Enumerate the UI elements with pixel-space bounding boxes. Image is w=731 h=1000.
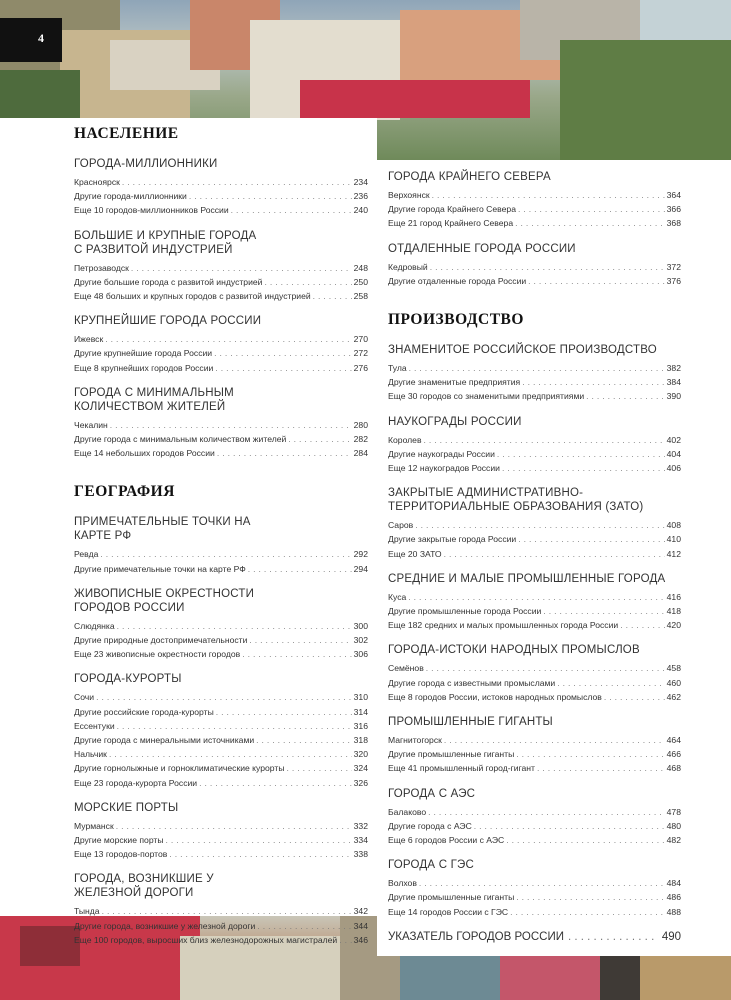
entry-page: 316 — [353, 720, 368, 731]
toc-entry[interactable] — [388, 461, 681, 475]
leader-dots — [287, 761, 352, 775]
entry-name: Другие наукограды России — [388, 448, 495, 459]
entry-name: Еще 182 средних и малых промышленных города России — [388, 620, 619, 631]
toc-entry[interactable] — [74, 847, 368, 861]
leader-dots — [515, 216, 665, 230]
toc-entry[interactable] — [74, 562, 368, 576]
entry-page: 466 — [666, 749, 681, 760]
entry-page: 382 — [666, 363, 681, 374]
leader-dots — [497, 447, 665, 461]
entry-page: 410 — [666, 534, 681, 545]
leader-dots — [516, 890, 664, 904]
leader-dots — [264, 275, 351, 289]
entry-page: 416 — [666, 591, 681, 602]
toc-group — [74, 229, 368, 304]
toc-entry[interactable] — [74, 633, 368, 647]
leader-dots — [522, 375, 664, 389]
group-title: ГОРОДА С ГЭС — [388, 859, 474, 872]
entry-page: 338 — [353, 849, 368, 860]
entry-page: 258 — [353, 291, 368, 302]
entry-name: Другие природные достопримечательности — [74, 635, 248, 646]
entry-page: 248 — [353, 262, 368, 273]
entry-page: 300 — [353, 620, 368, 631]
toc-entry[interactable] — [388, 433, 681, 447]
group-title: ПРОМЫШЛЕННЫЕ ГИГАНТЫ — [388, 716, 553, 729]
group-title: ЗАКРЫТЫЕ АДМИНИСТРАТИВНО-ТЕРРИТОРИАЛЬНЫЕ ОБРАЗОВАНИЯ (ЗАТО) — [388, 487, 644, 514]
leader-dots — [100, 547, 351, 561]
leader-dots — [506, 833, 664, 847]
leader-dots — [105, 332, 351, 346]
toc-entry[interactable] — [74, 332, 368, 346]
group-title: ГОРОДА-КУРОРТЫ — [74, 673, 182, 686]
leader-dots — [131, 261, 352, 275]
leader-dots — [231, 203, 352, 217]
entry-name: Еще 13 городов-портов — [74, 849, 168, 860]
toc-group — [388, 343, 681, 404]
toc-entry[interactable] — [388, 547, 681, 561]
entry-page: 468 — [666, 763, 681, 774]
entry-page: 310 — [353, 692, 368, 703]
leader-dots — [432, 188, 665, 202]
entry-page: 334 — [353, 835, 368, 846]
toc-entry[interactable] — [388, 604, 681, 618]
group-title: СРЕДНИЕ И МАЛЫЕ ПРОМЫШЛЕННЫЕ ГОРОДА — [388, 572, 666, 585]
toc-entry[interactable] — [74, 547, 368, 561]
entry-page: 480 — [666, 820, 681, 831]
leader-dots — [96, 690, 352, 704]
toc-entry[interactable] — [74, 833, 368, 847]
entry-page: 484 — [666, 878, 681, 889]
group-title: ЖИВОПИСНЫЕ ОКРЕСТНОСТИ ГОРОДОВ РОССИИ — [74, 587, 255, 614]
toc-group — [74, 672, 368, 789]
entry-page: 464 — [666, 735, 681, 746]
entry-page: 412 — [666, 548, 681, 559]
leader-dots — [116, 819, 352, 833]
entry-name: Другие закрытые города России — [388, 534, 517, 545]
entry-page: 418 — [666, 606, 681, 617]
entry-name: Еще 12 наукоградов России — [388, 463, 500, 474]
leader-dots — [444, 547, 665, 561]
toc-entry[interactable] — [74, 275, 368, 289]
section-title: ПРОИЗВОДСТВО — [388, 311, 524, 329]
left-column — [74, 124, 368, 947]
toc-entry[interactable] — [388, 833, 681, 847]
group-title: НАУКОГРАДЫ РОССИИ — [388, 415, 522, 428]
entry-page: 306 — [353, 649, 368, 660]
leader-dots — [428, 805, 665, 819]
toc-group — [388, 715, 681, 776]
entry-name: Еще 48 больших и крупных городов с развитой индустрией — [74, 291, 311, 302]
toc-entry[interactable] — [388, 447, 681, 461]
entry-page: 376 — [666, 275, 681, 286]
toc-entry[interactable] — [74, 189, 368, 203]
entry-name: Другие города-миллионники — [74, 191, 187, 202]
toc-group — [74, 515, 368, 575]
entry-name: Еще 41 промышленный город-гигант — [388, 763, 535, 774]
entry-page: 346 — [353, 934, 368, 945]
entry-page: 366 — [666, 204, 681, 215]
toc-entry[interactable] — [388, 819, 681, 833]
toc-group — [74, 801, 368, 862]
toc-entry[interactable] — [74, 446, 368, 460]
entry-name: Другие промышленные гиганты — [388, 892, 515, 903]
toc-entry[interactable] — [388, 876, 681, 890]
toc-entry[interactable] — [388, 618, 681, 632]
toc-entry[interactable] — [388, 733, 681, 747]
entry-name: Еще 30 городов со знаменитыми предприятиями — [388, 391, 585, 402]
leader-dots — [409, 361, 665, 375]
toc-group — [74, 872, 368, 947]
leader-dots — [586, 389, 665, 403]
entry-page: 294 — [353, 563, 368, 574]
toc-entry[interactable] — [74, 933, 368, 947]
entry-name: Еще 6 городов России с АЭС — [388, 835, 505, 846]
entry-page: 486 — [666, 892, 681, 903]
leader-dots — [199, 776, 352, 790]
entry-name: Другие города, возникшие у железной дороги — [74, 920, 256, 931]
entry-page: 372 — [666, 261, 681, 272]
entry-name: Другие промышленные города России — [388, 606, 542, 617]
toc-entry[interactable] — [388, 375, 681, 389]
leader-dots — [249, 633, 351, 647]
leader-dots — [166, 833, 352, 847]
toc-entry[interactable] — [74, 432, 368, 446]
leader-dots — [474, 819, 665, 833]
toc-entry[interactable] — [74, 346, 368, 360]
entry-page: 332 — [353, 820, 368, 831]
entry-page: 292 — [353, 549, 368, 560]
entry-page: 314 — [353, 706, 368, 717]
leader-dots — [288, 432, 351, 446]
leader-dots — [537, 761, 665, 775]
entry-page: 344 — [353, 920, 368, 931]
leader-dots — [444, 733, 665, 747]
entry-name: Другие морские порты — [74, 835, 164, 846]
entry-name: Красноярск — [74, 177, 120, 187]
toc-entry[interactable] — [388, 518, 681, 532]
entry-page: 384 — [666, 377, 681, 388]
leader-dots — [557, 676, 664, 690]
toc-entry[interactable] — [74, 690, 368, 704]
entry-name: Другие отдаленные города России — [388, 275, 527, 286]
entry-page: 280 — [353, 419, 368, 430]
toc-group — [388, 643, 681, 704]
toc-entry[interactable] — [74, 361, 368, 375]
leader-dots — [510, 905, 665, 919]
toc-group — [388, 858, 681, 919]
leader-dots — [215, 361, 351, 375]
entry-page: 368 — [666, 218, 681, 229]
entry-page: 234 — [353, 177, 368, 187]
toc-entry[interactable] — [74, 719, 368, 733]
entry-name: Другие российские города-курорты — [74, 706, 214, 717]
leader-dots — [620, 618, 664, 632]
toc-group — [74, 587, 368, 662]
entry-page: 420 — [666, 620, 681, 631]
entry-name: Волхов — [388, 878, 417, 889]
group-title: КРУПНЕЙШИЕ ГОРОДА РОССИИ — [74, 315, 262, 328]
toc-entry[interactable] — [388, 590, 681, 604]
entry-page: 404 — [666, 448, 681, 459]
toc-entry[interactable] — [388, 761, 681, 775]
toc-group — [388, 415, 681, 476]
toc-entry[interactable] — [74, 733, 368, 747]
entry-name: Тула — [388, 363, 407, 374]
group-title: МОРСКИЕ ПОРТЫ — [74, 801, 179, 814]
entry-page: 276 — [353, 362, 368, 373]
entry-name: Еще 8 крупнейших городов России — [74, 362, 214, 373]
group-title: ПРИМЕЧАТЕЛЬНЫЕ ТОЧКИ НА КАРТЕ РФ — [74, 516, 251, 543]
group-title: ГОРОДА С МИНИМАЛЬНЫМ КОЛИЧЕСТВОМ ЖИТЕЛЕЙ — [74, 386, 234, 413]
entry-page: 390 — [666, 391, 681, 402]
leader-dots — [518, 532, 664, 546]
entry-name: Другие города с известными промыслами — [388, 677, 556, 688]
entry-name: Другие города с минеральными источниками — [74, 735, 255, 746]
entry-name: Другие крупнейшие города России — [74, 348, 213, 359]
leader-dots — [109, 747, 352, 761]
entry-page: 364 — [666, 190, 681, 200]
toc-entry[interactable] — [74, 647, 368, 661]
entry-page: 460 — [666, 677, 681, 688]
leader-dots — [419, 876, 665, 890]
entry-page: 240 — [353, 205, 368, 216]
toc-entry[interactable] — [388, 389, 681, 403]
entry-page: 462 — [666, 691, 681, 702]
toc-group — [74, 314, 368, 375]
entry-name: Петрозаводск — [74, 262, 129, 273]
section-title: ГЕОГРАФИЯ — [74, 483, 175, 501]
entry-name: Ревда — [74, 549, 99, 560]
entry-page: 488 — [666, 906, 681, 917]
city-index-link[interactable] — [388, 931, 681, 943]
entry-page: 270 — [353, 334, 368, 345]
entry-name: Другие примечательные точки на карте РФ — [74, 563, 246, 574]
leader-dots — [604, 690, 665, 704]
toc-group — [388, 170, 681, 231]
entry-name: Другие большие города с развитой индустрией — [74, 276, 263, 287]
entry-name: Еще 23 живописные окрестности городов — [74, 649, 241, 660]
entry-name: Ессентуки — [74, 720, 115, 731]
entry-name: Нальчик — [74, 749, 107, 760]
entry-name: Королев — [388, 434, 422, 445]
entry-name: Другие города Крайнего Севера — [388, 204, 516, 215]
toc-entry[interactable] — [388, 274, 681, 288]
entry-name: Кедровый — [388, 261, 428, 272]
leader-dots — [256, 733, 352, 747]
section-title: НАСЕЛЕНИЕ — [74, 125, 179, 142]
entry-page: 458 — [666, 663, 681, 674]
toc-entry[interactable] — [74, 261, 368, 275]
entry-page: 284 — [353, 448, 368, 459]
entry-name: Чекалин — [74, 419, 108, 430]
toc-entry[interactable] — [74, 203, 368, 217]
entry-page: 324 — [353, 763, 368, 774]
entry-name: Сочи — [74, 692, 95, 703]
entry-name: Еще 23 города-курорта России — [74, 777, 198, 788]
group-title: ОТДАЛЕННЫЕ ГОРОДА РОССИИ — [388, 242, 576, 255]
leader-dots — [217, 446, 352, 460]
index-page: 490 — [661, 930, 681, 943]
entry-name: Куса — [388, 591, 407, 602]
index-label: УКАЗАТЕЛЬ ГОРОДОВ РОССИИ — [388, 930, 564, 943]
toc-entry[interactable] — [74, 289, 368, 303]
right-column — [388, 166, 681, 943]
page-number: 4 — [38, 31, 44, 45]
toc-entry[interactable] — [388, 216, 681, 230]
leader-dots — [117, 719, 352, 733]
page-number-box — [0, 18, 62, 62]
entry-name: Еще 14 городов России с ГЭС — [388, 906, 509, 917]
leader-dots — [426, 661, 665, 675]
toc-entry[interactable] — [74, 819, 368, 833]
entry-page: 250 — [353, 276, 368, 287]
group-title: ЗНАМЕНИТОЕ РОССИЙСКОЕ ПРОИЗВОДСТВО — [388, 344, 657, 357]
group-title: ГОРОДА-ИСТОКИ НАРОДНЫХ ПРОМЫСЛОВ — [388, 644, 640, 657]
group-title: ГОРОДА С АЭС — [388, 787, 476, 800]
toc-entry[interactable] — [388, 890, 681, 904]
leader-dots — [248, 562, 352, 576]
entry-page: 320 — [353, 749, 368, 760]
leader-dots — [516, 747, 664, 761]
entry-name: Еще 10 городов-миллионников России — [74, 205, 229, 216]
entry-name: Магнитогорск — [388, 735, 442, 746]
leader-dots — [117, 619, 352, 633]
entry-name: Другие города с минимальным количеством жителей — [74, 434, 287, 445]
toc-group — [388, 572, 681, 633]
leader-dots — [102, 904, 352, 918]
toc-group — [74, 386, 368, 461]
leader-dots — [502, 461, 665, 475]
entry-name: Еще 100 городов, выросших близ железнодорожных магистралей — [74, 934, 338, 945]
entry-name: Семёнов — [388, 663, 424, 674]
entry-page: 408 — [666, 520, 681, 531]
entry-name: Другие знаменитые предприятия — [388, 377, 521, 388]
toc-entry[interactable] — [388, 690, 681, 704]
leader-dots — [313, 289, 352, 303]
entry-page: 236 — [353, 191, 368, 202]
leader-dots — [122, 175, 352, 189]
group-title: ГОРОДА КРАЙНЕГО СЕВЕРА — [388, 171, 551, 183]
leader-dots — [214, 346, 352, 360]
toc-entry[interactable] — [388, 661, 681, 675]
entry-name: Другие горнолыжные и горноклиматические курорты — [74, 763, 285, 774]
entry-name: Верхоянск — [388, 190, 430, 200]
leader-dots — [339, 933, 351, 947]
entry-name: Еще 20 ЗАТО — [388, 548, 442, 559]
leader-dots — [430, 260, 665, 274]
entry-name: Балаково — [388, 806, 427, 817]
leader-dots — [189, 189, 352, 203]
toc-entry[interactable] — [388, 532, 681, 546]
leader-dots — [518, 202, 665, 216]
group-title: ГОРОДА-МИЛЛИОННИКИ — [74, 158, 218, 170]
toc-entry[interactable] — [74, 761, 368, 775]
toc-entry[interactable] — [388, 188, 681, 202]
leader-dots — [216, 705, 352, 719]
entry-page: 342 — [353, 906, 368, 917]
entry-name: Еще 14 небольших городов России — [74, 448, 215, 459]
toc-entry[interactable] — [388, 202, 681, 216]
toc-entry[interactable] — [388, 676, 681, 690]
toc-entry[interactable] — [74, 776, 368, 790]
toc-entry[interactable] — [388, 905, 681, 919]
toc-entry[interactable] — [74, 919, 368, 933]
entry-name: Другие промышленные гиганты — [388, 749, 515, 760]
toc-group — [388, 242, 681, 288]
entry-name: Слюдянка — [74, 620, 115, 631]
entry-page: 282 — [353, 434, 368, 445]
entry-name: Тында — [74, 906, 100, 917]
toc-group — [388, 787, 681, 848]
toc-entry[interactable] — [388, 747, 681, 761]
leader-dots — [528, 274, 664, 288]
entry-page: 402 — [666, 434, 681, 445]
group-title: ГОРОДА, ВОЗНИКШИЕ У ЖЕЛЕЗНОЙ ДОРОГИ — [74, 873, 214, 900]
toc-entry[interactable] — [74, 747, 368, 761]
entry-name: Еще 21 город Крайнего Севера — [388, 218, 514, 229]
entry-page: 272 — [353, 348, 368, 359]
entry-name: Другие города с АЭС — [388, 820, 472, 831]
leader-dots — [543, 604, 664, 618]
toc-entry[interactable] — [74, 705, 368, 719]
toc-entry[interactable] — [74, 904, 368, 918]
index-dots — [568, 931, 658, 943]
toc-group — [74, 157, 368, 218]
entry-name: Ижевск — [74, 334, 104, 345]
entry-page: 326 — [353, 777, 368, 788]
toc-entry[interactable] — [388, 260, 681, 274]
toc-entry[interactable] — [388, 805, 681, 819]
leader-dots — [169, 847, 351, 861]
toc-entry[interactable] — [74, 175, 368, 189]
toc-entry[interactable] — [74, 619, 368, 633]
group-title: БОЛЬШИЕ И КРУПНЫЕ ГОРОДА С РАЗВИТОЙ ИНДУСТРИЕЙ — [74, 229, 257, 256]
leader-dots — [415, 518, 664, 532]
toc-entry[interactable] — [388, 361, 681, 375]
entry-page: 318 — [353, 735, 368, 746]
entry-name: Еще 8 городов России, истоков народных промыслов — [388, 691, 602, 702]
leader-dots — [408, 590, 664, 604]
toc-entry[interactable] — [74, 418, 368, 432]
toc-group — [388, 486, 681, 561]
entry-name: Мурманск — [74, 820, 114, 831]
entry-page: 302 — [353, 635, 368, 646]
leader-dots — [257, 919, 351, 933]
entry-page: 478 — [666, 806, 681, 817]
entry-page: 482 — [666, 835, 681, 846]
entry-name: Саров — [388, 520, 414, 531]
leader-dots — [110, 418, 352, 432]
leader-dots — [242, 647, 351, 661]
leader-dots — [424, 433, 665, 447]
entry-page: 406 — [666, 463, 681, 474]
